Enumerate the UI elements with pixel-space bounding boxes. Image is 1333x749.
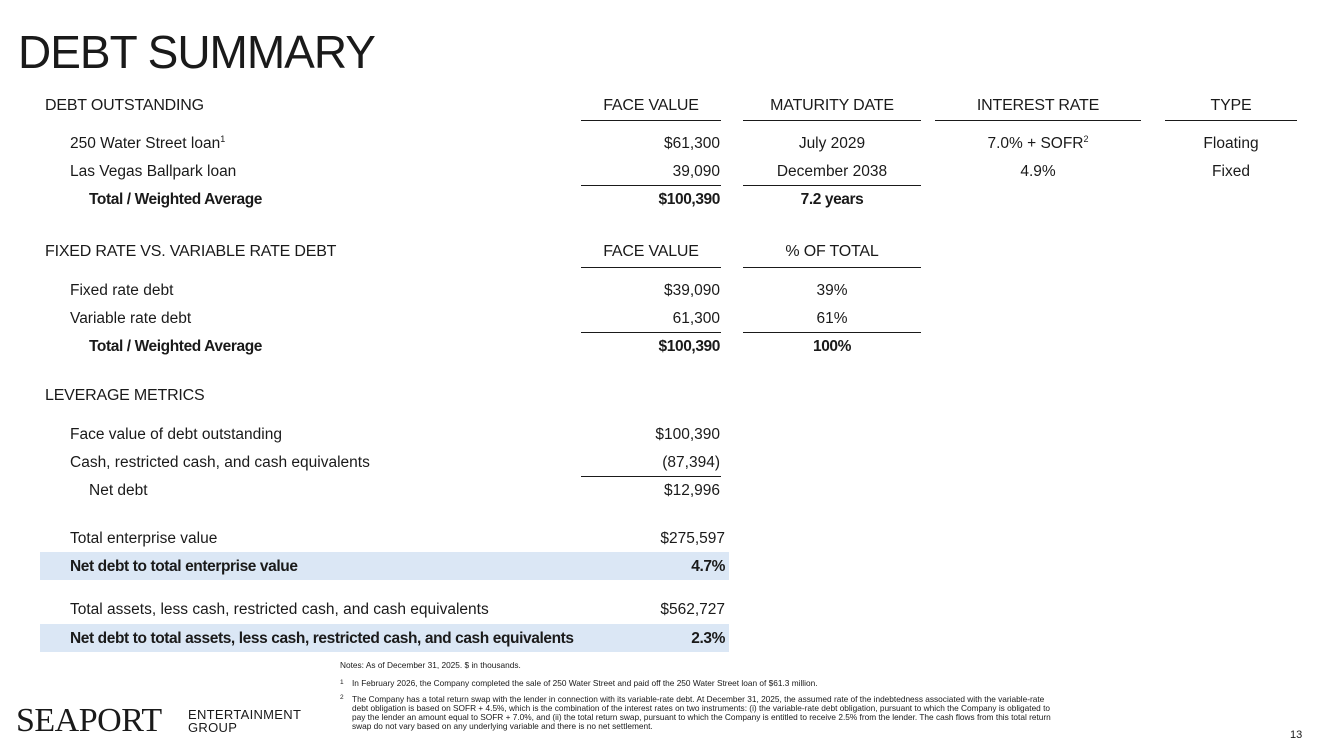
total-rule (743, 332, 921, 333)
header-rule (1165, 120, 1297, 121)
section-header-leverage-metrics: LEVERAGE METRICS (45, 387, 205, 404)
interest-rate-cell: $7.0\% + SOFR^2$ (987, 133, 1089, 152)
total-maturity: 7.2 years (800, 191, 864, 208)
metric-value-net-debt: $12,996 (663, 482, 720, 499)
notes-intro: Notes: As of December 31, 2025. $ in thousands. (340, 660, 521, 670)
metric-label-face-value: Face value of debt outstanding (70, 426, 282, 443)
footnote-2-line: swap do not vary based on any underlying variable and there is no net settlement. (352, 721, 653, 731)
col-header-type: TYPE (1210, 97, 1252, 114)
face-value-cell: 61,300 (672, 310, 720, 327)
total-face-value: $100,390 (658, 191, 720, 208)
face-value-cell: $61,300 (663, 135, 720, 152)
footnote-1: In February 2026, the Company completed the sale of 250 Water Street and paid off the 250 Water Street loan of $61.3 million. (352, 678, 818, 688)
page-number: 13 (1290, 729, 1303, 741)
total-label: Total / Weighted Average (89, 191, 262, 208)
col-header-interest-rate: INTEREST RATE (976, 97, 1100, 114)
metric-label-total-assets: Total assets, less cash, restricted cash, and cash equivalents (70, 601, 489, 618)
metric-value-tev: $275,597 (660, 530, 725, 547)
total-face-value: $100,390 (658, 338, 720, 355)
header-rule (743, 120, 921, 121)
subtotal-rule (581, 476, 721, 477)
metric-value-cash: (87,394) (662, 454, 720, 471)
logo-subtitle-line: GROUP (188, 719, 238, 735)
section-header-debt-outstanding: DEBT OUTSTANDING (45, 97, 204, 114)
section-header-fixed-variable: FIXED RATE VS. VARIABLE RATE DEBT (45, 243, 337, 260)
header-rule (581, 120, 721, 121)
footnote-1-number: 1 (340, 679, 344, 686)
metric-value-net-debt-to-tev: 4.7% (691, 558, 725, 575)
metric-label-cash: Cash, restricted cash, and cash equivalents (70, 454, 370, 471)
total-rule (743, 185, 921, 186)
metric-label-net-debt-to-tev: Net debt to total enterprise value (70, 558, 298, 575)
total-pct: 100% (812, 338, 852, 355)
page-title: DEBT SUMMARY (18, 26, 375, 78)
col-header-face-value: FACE VALUE (603, 97, 699, 114)
col-header-pct-of-total: % OF TOTAL (785, 243, 879, 260)
header-rule (935, 120, 1141, 121)
header-rule (743, 267, 921, 268)
type-cell: Floating (1203, 135, 1259, 152)
logo-subtitle (188, 709, 301, 734)
total-label: Total / Weighted Average (89, 338, 262, 355)
logo-wordmark: SEAPORT (16, 702, 162, 739)
col-header-face-value: FACE VALUE (603, 243, 699, 260)
type-cell: Fixed (1212, 163, 1250, 180)
face-value-cell: $39,090 (663, 282, 720, 299)
total-rule (581, 332, 721, 333)
table-row-label: Fixed rate debt (70, 282, 174, 299)
col-header-maturity-date: MATURITY DATE (770, 97, 894, 114)
face-value-cell: 39,090 (672, 163, 720, 180)
footnote-2-number: 2 (340, 694, 344, 701)
footnote-2-line: debt obligation is based on SOFR + 4.5%, which is the combination of the interest rates on two instruments: (i) the variable-rate debt obligation, pursuant to which the Company is obligated to (352, 703, 1051, 713)
footnote-2-line: pay the lender an amount equal to SOFR + 7.0%, and (ii) the total return swap, pursuant to which the Company is entitled to receive 2.5% from the lender. The cash flows from this total return (352, 712, 1051, 722)
maturity-cell: December 2038 (776, 163, 888, 180)
metric-value-total-assets: $562,727 (660, 601, 725, 618)
table-row-label: 250 Water Street loan$^1$ (70, 133, 226, 152)
metric-label-net-debt: Net debt (89, 482, 148, 499)
total-rule (581, 185, 721, 186)
logo-subtitle-line: ENTERTAINMENT (188, 707, 302, 722)
metric-value-face-value: $100,390 (655, 426, 720, 443)
metric-label-net-debt-to-assets: Net debt to total assets, less cash, restricted cash, and cash equivalents (70, 630, 574, 647)
pct-cell: 61% (816, 310, 848, 327)
maturity-cell: July 2029 (798, 135, 866, 152)
pct-cell: 39% (816, 282, 848, 299)
header-rule (581, 267, 721, 268)
metric-label-tev: Total enterprise value (70, 530, 218, 547)
table-row-label: Las Vegas Ballpark loan (70, 163, 237, 180)
table-row-label: Variable rate debt (70, 310, 192, 327)
interest-rate-cell: 4.9% (1020, 163, 1056, 180)
metric-value-net-debt-to-assets: 2.3% (691, 630, 725, 647)
footnote-2-line: The Company has a total return swap with the lender in connection with its variable-rate debt. At December 31, 2025, the assumed rate of the indebtedness associated with the variable-rate (352, 694, 1045, 704)
